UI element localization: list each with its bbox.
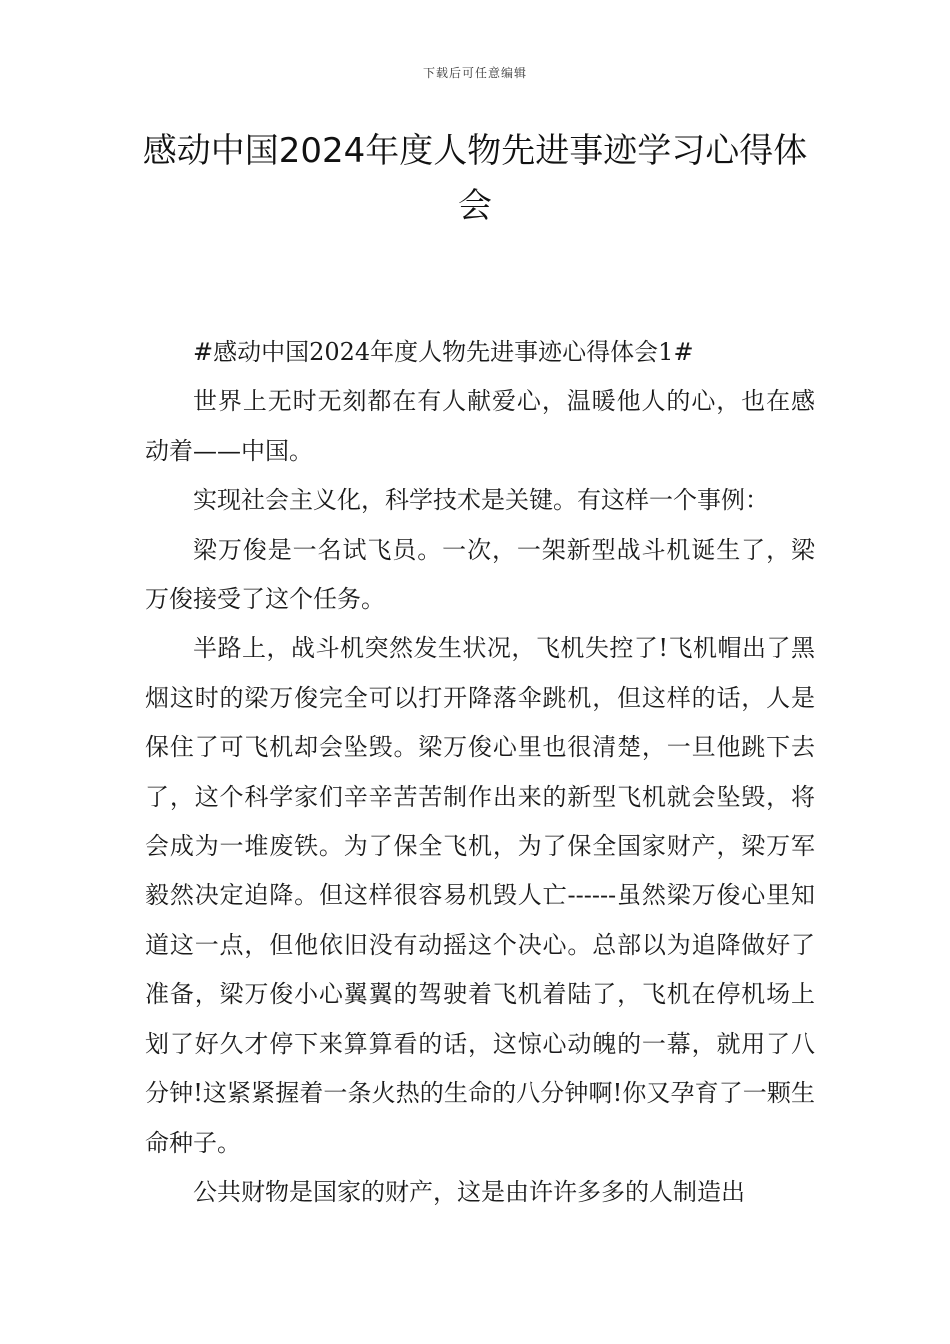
paragraph: 公共财物是国家的财产，这是由许许多多的人制造出 xyxy=(193,1177,745,1206)
paragraph: 实现社会主义化，科学技术是关键。有这样一个事例： xyxy=(193,486,769,515)
document-title: 感动中国2024年度人物先进事迹学习心得体会 xyxy=(142,131,808,226)
document-body xyxy=(145,328,815,1217)
paragraph: 半路上，战斗机突然发生状况，飞机失控了!飞机帽出了黑烟这时的梁万俊完全可以打开降落伞跳机，但这样的话，人是保住了可飞机却会坠毁。梁万俊心里也很清楚，一旦他跳下去了，这个科学家们辛辛苦苦制作出来的新型飞机就会坠毁，将会成为一堆废铁。为了保全飞机，为了保全国家财产，梁万军毅然决定迫降。但这样很容易机毁人亡------虽然梁万俊心里知道这一点，但他依旧没有动摇这个决心。总部以为追降做好了准备，梁万俊小心翼翼的驾驶着飞机着陆了，飞机在停机场上划了好久才停下来算算看的话，这惊心动魄的一幕，就用了八分钟!这紧紧握着一条火热的生命的八分钟啊!你又孕育了一颗生命种子。 xyxy=(145,634,815,1157)
paragraph-heading: #感动中国2024年度人物先进事迹心得体会1# xyxy=(193,338,694,366)
header-note: 下载后可任意编辑 xyxy=(422,66,527,80)
paragraph: 梁万俊是一名试飞员。一次，一架新型战斗机诞生了，梁万俊接受了这个任务。 xyxy=(145,535,815,614)
paragraph: 世界上无时无刻都在有人献爱心，温暖他人的心，也在感动着——中国。 xyxy=(145,387,815,465)
